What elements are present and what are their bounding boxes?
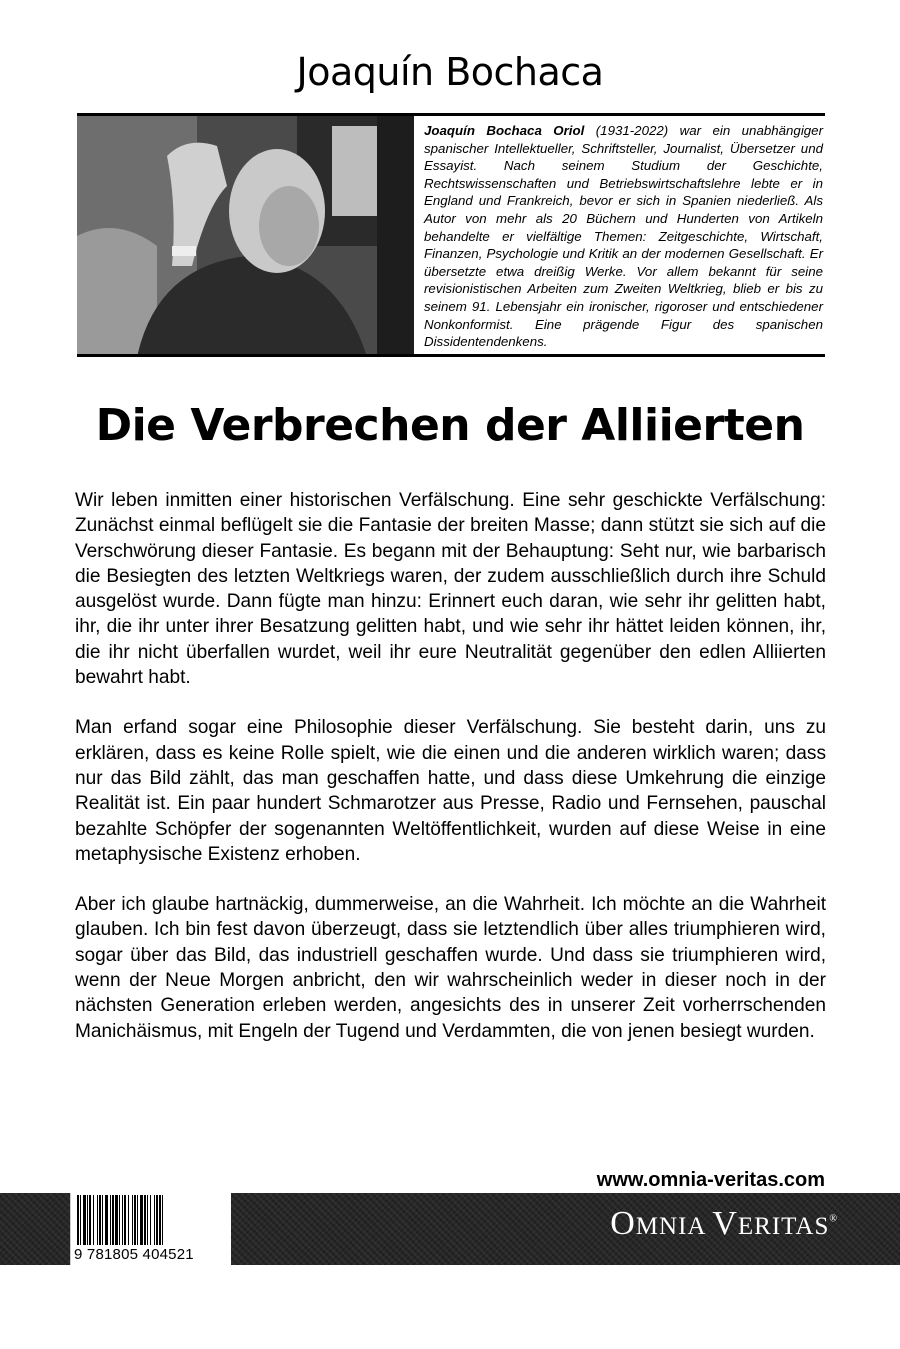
barcode-bar [150, 1195, 151, 1245]
barcode-bar [77, 1195, 79, 1245]
barcode-bar [162, 1195, 163, 1245]
author-bio [414, 116, 825, 354]
barcode-number: 9 781805 404521 [74, 1246, 194, 1263]
barcode-bar [93, 1195, 94, 1245]
barcode-bar [137, 1195, 138, 1245]
barcode-bar [83, 1195, 86, 1245]
book-title: Die Verbrechen der Alliierten [95, 400, 805, 451]
barcode [70, 1193, 231, 1265]
barcode-bar [102, 1195, 103, 1245]
author-photo [77, 116, 414, 354]
barcode-bar [80, 1195, 81, 1245]
logo-letter-o: O [610, 1205, 636, 1242]
logo-eritas: ERITAS [737, 1213, 830, 1240]
barcode-bar [119, 1195, 120, 1245]
author-bio-box [77, 113, 825, 357]
barcode-bar [105, 1195, 108, 1245]
barcode-bar [115, 1195, 118, 1245]
barcode-bar [97, 1195, 98, 1245]
barcode-bars [73, 1195, 233, 1247]
barcode-bar [154, 1195, 155, 1245]
barcode-bar [132, 1195, 133, 1245]
barcode-bar [110, 1195, 111, 1245]
blurb-paragraph: Aber ich glaube hartnäckig, dummerweise, an die Wahrheit. Ich möchte an die Wahrheit glauben. Ich bin fest davon überzeugt, dass sie letztendlich über alles triumphieren wird, sogar über das Bild, das industriell geschaffen wurde. Und dass sie triumphieren wird, wenn der Neue Morgen anbricht, den wir wahrscheinlich weder in dieser noch in der nächsten Generation erleben werden, angesichts des in unserer Zeit vorherrschenden Manichäismus, mit Engeln der Tugend und Verdammten, die von jenen besiegt wurden. [75, 894, 826, 1042]
author-name: Joaquín Bochaca [296, 50, 604, 94]
barcode-bar [112, 1195, 114, 1245]
barcode-bar [128, 1195, 129, 1245]
publisher-logo [610, 1205, 838, 1243]
blurb [75, 488, 826, 1069]
website-link[interactable]: www.omnia-veritas.com [596, 1169, 825, 1191]
blurb-paragraph: Wir leben inmitten einer historischen Verfälschung. Eine sehr geschickte Verfälschung: Zunächst einmal beflügelt sie die Fantasie der breiten Masse; dann stützt sie sich auf die Verschwörung dieser Fantasie. Es begann mit der Behauptung: Seht nur, wie barbarisch die Besiegten des letzten Weltkriegs waren, der zudem ausschließlich durch ihre Schuld ausgelöst wurde. Dann fügte man hinzu: Erinnert euch daran, wie sehr ihr gelitten habt, ihr, die ihr unter ihrer Besatzung gelitten habt, und wie sehr ihr hättet leiden können, ihr, die ihr nicht überfallen wurdet, weil ihr eure Neutralität gegenüber den edlen Alliierten bewahrt habt. [75, 490, 826, 689]
barcode-bar [122, 1195, 123, 1245]
barcode-bar [159, 1195, 161, 1245]
bio-text: (1931-2022) war ein unabhängiger spanischer Intellektueller, Schriftsteller, Journalist, Übersetzer und Essayist. Nach seinem Studium der Geschichte, Rechtswissenschaften und Betriebswirtschaftslehre lebte er in England und Frankreich, bevor er sich in Spanien niederließ. Als Autor von mehr als 20 Büchern und Hunderten von Artikeln behandelte er vielfältige Themen: Zeitgeschichte, Wirtschaft, Finanzen, Psychologie und Kritik an der modernen Gesellschaft. Er übersetzte etwa dreißig Werke. Vor allem bekannt für seine revisionistischen Arbeiten zum Zweiten Weltkrieg, blieb er bis zu seinem 91. Lebensjahr ein ironischer, rigoroser und entschiedener Nonkonformist. Eine prägende Figur des spanischen Dissidentendenkens. [424, 123, 823, 350]
logo-registered: ® [829, 1213, 838, 1225]
barcode-bar [89, 1195, 91, 1245]
logo-mnia: MNIA [635, 1213, 713, 1240]
barcode-bar [134, 1195, 136, 1245]
barcode-bar [140, 1195, 143, 1245]
barcode-bar [99, 1195, 101, 1245]
barcode-bar [87, 1195, 88, 1245]
logo-letter-v: V [712, 1205, 738, 1242]
barcode-bar [156, 1195, 158, 1245]
barcode-bar [144, 1195, 146, 1245]
bio-name: Joaquín Bochaca Oriol [424, 123, 585, 138]
barcode-bar [124, 1195, 126, 1245]
blurb-paragraph: Man erfand sogar eine Philosophie dieser Verfälschung. Sie besteht darin, uns zu erklären, dass es keine Rolle spielt, wie die einen und die anderen wirklich waren; dass nur das Bild zählt, das man geschaffen hatte, und dass diese Umkehrung die einzige Realität ist. Ein paar hundert Schmarotzer aus Presse, Radio und Fernsehen, pauschal bezahlte Schöpfer der sogenannten Weltöffentlichkeit, wurden auf diese Weise in eine metaphysische Existenz erhoben. [75, 717, 826, 865]
barcode-bar [147, 1195, 148, 1245]
